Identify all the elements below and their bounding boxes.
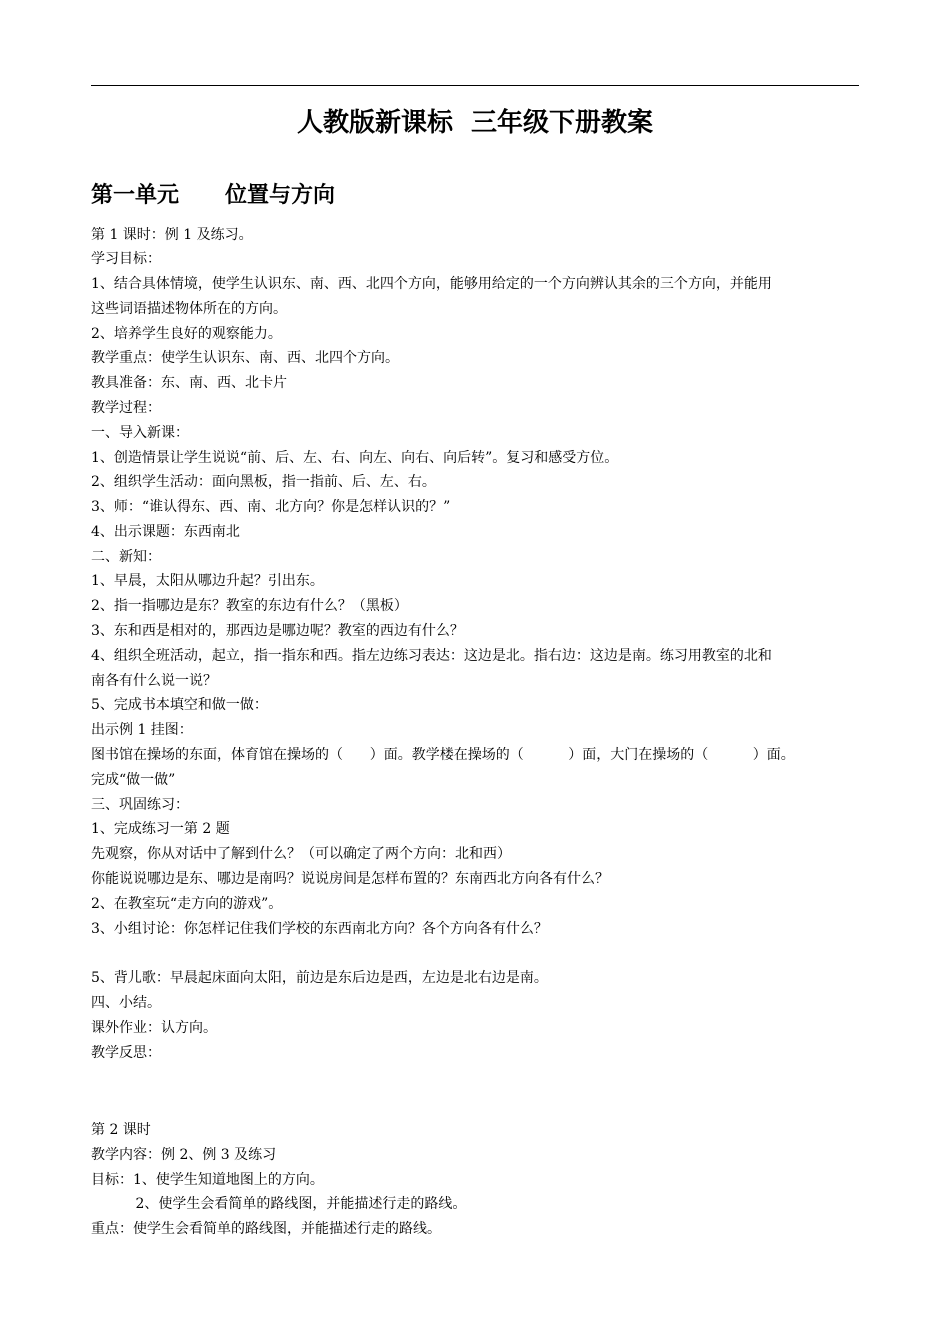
lesson1-line: 5、完成书本填空和做一做： — [91, 697, 268, 713]
lesson1-line — [91, 941, 861, 965]
lesson1-line: 2、培养学生良好的观察能力。 — [91, 326, 282, 342]
lesson1-line: 先观察，你从对话中了解到什么？（可以确定了两个方向：北和西） — [91, 846, 511, 862]
lesson1-line: 完成“做一做” — [91, 772, 176, 788]
lesson1-line: 四、小结。 — [91, 995, 161, 1011]
lesson1-line: 2、组织学生活动：面向黑板，指一指前、后、左、右。 — [91, 474, 436, 490]
header-rule — [91, 85, 859, 86]
lesson1-line: 南各有什么说一说？ — [91, 673, 217, 689]
lesson2-line: 第 2 课时 — [91, 1122, 151, 1138]
lesson1-line: 课外作业：认方向。 — [91, 1020, 217, 1036]
lesson1-line: 二、新知： — [91, 549, 161, 565]
lesson1-line: 2、指一指哪边是东？教室的东边有什么？（黑板） — [91, 598, 408, 614]
lesson1-line: 出示例 1 挂图： — [91, 722, 193, 738]
lesson1-line: 你能说说哪边是东、哪边是南吗？说说房间是怎样布置的？东南西北方向各有什么？ — [91, 871, 609, 887]
lesson1-line: 图书馆在操场的东面，体育馆在操场的（ ）面。教学楼在操场的（ ）面，大门在操场的（ ）面。 — [91, 747, 795, 763]
lesson1-line: 4、出示课题：东西南北 — [91, 524, 240, 540]
lesson1-line: 3、东和西是相对的，那西边是哪边呢？教室的西边有什么？ — [91, 623, 464, 639]
lesson1-line: 三、巩固练习： — [91, 797, 189, 813]
lesson1-line: 教学过程： — [91, 400, 161, 416]
lesson2-line: 目标：1、使学生知道地图上的方向。 — [91, 1172, 324, 1188]
unit-heading: 第一单元 位置与方向 — [91, 183, 335, 208]
document-title: 人教版新课标 三年级下册教案 — [296, 108, 654, 138]
lesson1-line: 3、师：“谁认得东、西、南、北方向？你是怎样认识的？” — [91, 499, 451, 515]
lesson1-line: 教学反思： — [91, 1045, 161, 1061]
lesson1-line: 1、完成练习一第 2 题 — [91, 821, 230, 837]
lesson1-line: 2、在教室玩“走方向的游戏”。 — [91, 896, 283, 912]
lesson1-line: 教具准备：东、南、西、北卡片 — [91, 375, 287, 391]
lesson1-line: 1、早晨，太阳从哪边升起？引出东。 — [91, 573, 324, 589]
lesson1-line: 1、创造情景让学生说说“前、后、左、右、向左、向右、向后转”。复习和感受方位。 — [91, 450, 619, 466]
lesson1-line: 5、背儿歌：早晨起床面向太阳，前边是东后边是西，左边是北右边是南。 — [91, 970, 548, 986]
lesson1-line: 这些词语描述物体所在的方向。 — [91, 301, 287, 317]
lesson1-line: 4、组织全班活动，起立，指一指东和西。指左边练习表达：这边是北。指右边：这边是南。练习用教室的北和 — [91, 648, 772, 664]
lesson1-line: 第 1 课时：例 1 及练习。 — [91, 227, 253, 243]
lesson2-line: 2、使学生会看简单的路线图，并能描述行走的路线。 — [91, 1196, 467, 1212]
lesson2-line: 教学内容：例 2、例 3 及练习 — [91, 1147, 277, 1163]
lesson2-line: 重点：使学生会看简单的路线图，并能描述行走的路线。 — [91, 1221, 441, 1237]
lesson1-line: 一、导入新课： — [91, 425, 189, 441]
lesson1-line: 教学重点：使学生认识东、南、西、北四个方向。 — [91, 350, 399, 366]
lesson1-line: 学习目标： — [91, 251, 161, 267]
lesson1-line: 1、结合具体情境，使学生认识东、南、西、北四个方向，能够用给定的一个方向辨认其余的三个方向，并能用 — [91, 276, 772, 292]
lesson1-line: 3、小组讨论：你怎样记住我们学校的东西南北方向？各个方向各有什么？ — [91, 921, 548, 937]
